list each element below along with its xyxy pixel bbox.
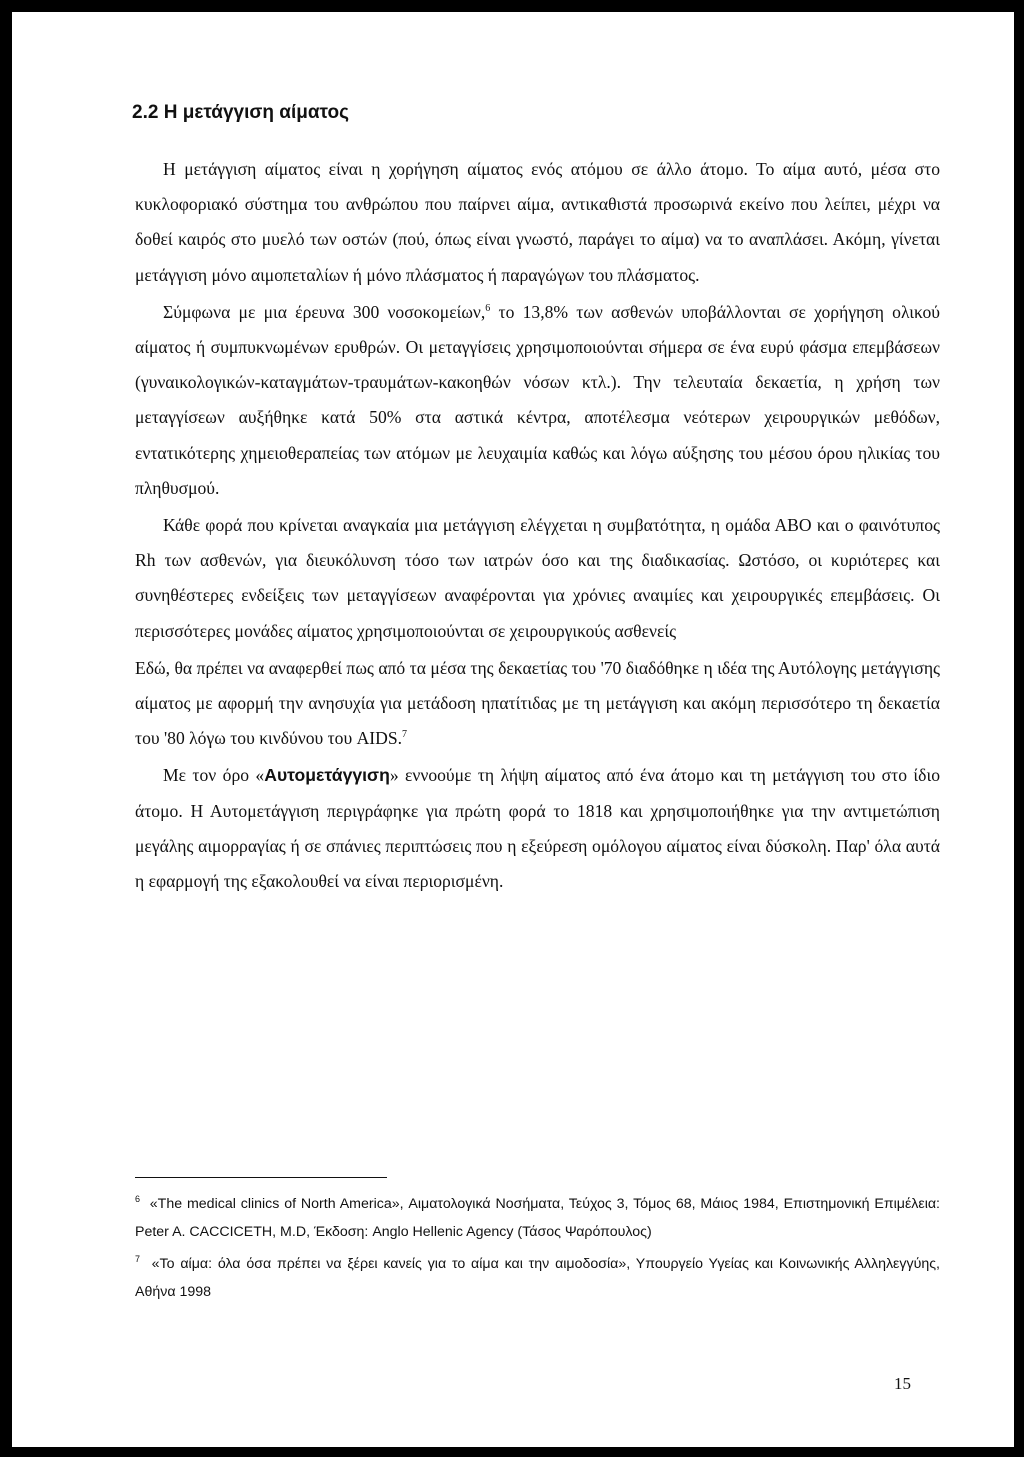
page-number: 15 bbox=[894, 1374, 911, 1393]
paragraph-autologous-text: Εδώ, θα πρέπει να αναφερθεί πως από τα μέσα της δεκαετίας του '70 διαδόθηκε η ιδέα της Αυτόλογης μετάγγισης αίματος με αφορμή την ανησυχία για μετάδοση ηπατίτιδας με τη μετάγγιση και ακόμη περισσότερο τη δεκαετία του '80 λόγω του κινδύνου του AIDS. bbox=[135, 657, 940, 749]
footnote-marker-7: 7 bbox=[135, 1254, 141, 1264]
paragraph-autologous bbox=[135, 651, 940, 757]
section-title: 2.2 Η μετάγγιση αίματος bbox=[132, 102, 349, 123]
paragraph-autotransfusion bbox=[135, 758, 940, 899]
footnote-7-text: «Το αίμα: όλα όσα πρέπει να ξέρει κανείς για το αίμα και την αιμοδοσία», Υπουργείο Υγείας και Κοινωνικής Αλληλεγγύης, Αθήνα 1998 bbox=[135, 1256, 941, 1300]
paragraph-research bbox=[135, 295, 940, 506]
paragraph-research-text-a: Σύμφωνα με μια έρευνα 300 νοσοκομείων, bbox=[163, 301, 486, 322]
paragraph-definition: Η μετάγγιση αίματος είναι η χορήγηση αίματος ενός ατόμου σε άλλο άτομο. Το αίμα αυτό, μέσα στο κυκλοφοριακό σύστημα του ανθρώπου που παίρνει αίμα, αντικαθιστά προσωρινά εκείνο που λείπει, μέχρι να δοθεί καιρός στο μυελό των οστών (πού, όπως είναι γνωστό, παράγει το αίμα) να το αναπλάσει. Ακόμη, γίνεται μετάγγιση μόνο αιμοπεταλίων ή μόνο πλάσματος ή παραγώγων του πλάσματος. bbox=[135, 159, 940, 285]
paragraph-autotransfusion-text-a: Με τον όρο « bbox=[163, 765, 265, 786]
footnotes bbox=[135, 1177, 940, 1310]
footnote-6-text: «The medical clinics of North America», Αιματολογικά Νοσήματα, Τεύχος 3, Τόμος 68, Μάιος 1984, Επιστημονική Επιμέλεια: Peter A. CACCICETH, M.D, Έκδοση: Anglo Hellenic Agency (Τάσος Ψαρόπουλος) bbox=[135, 1196, 941, 1240]
footnote-divider bbox=[135, 1177, 387, 1178]
document-page bbox=[12, 12, 1014, 1447]
paragraph-autotransfusion-text-b: » εννοούμε τη λήψη αίματος από ένα άτομο και τη μετάγγιση του στο ίδιο άτομο. Η Αυτομετάγγιση περιγράφηκε για πρώτη φορά το 1818 και χρησιμοποιήθηκε για την αντιμετώπιση μεγάλης αιμορραγίας ή σε σπάνιες περιπτώσεις που η εξεύρεση ομόλογου αίματος είναι δύσκολη. Παρ' όλα αυτά η εφαρμογή της εξακολουθεί να είναι περιορισμένη. bbox=[135, 765, 940, 892]
footnote-6 bbox=[135, 1190, 940, 1246]
paragraph-compatibility: Κάθε φορά που κρίνεται αναγκαία μια μετάγγιση ελέγχεται η συμβατότητα, η ομάδα ΑΒΟ και ο φαινότυπος Rh των ασθενών, για διευκόλυνση τόσο των ιατρών όσο και της διαδικασίας. Ωστόσο, οι κυριότερες και συνηθέστερες ενδείξεις των μεταγγίσεων αναφέρονται για χρόνιες αναιμίες και χειρουργικές επεμβάσεις. Οι περισσότερες μονάδες αίματος χρησιμοποιούνται σε χειρουργικούς ασθενείς bbox=[135, 515, 940, 641]
footnote-7 bbox=[135, 1250, 940, 1306]
main-content bbox=[132, 100, 940, 901]
footnote-marker-6: 6 bbox=[135, 1194, 141, 1204]
footnote-ref-6[interactable]: 6 bbox=[485, 302, 491, 314]
term-autotransfusion: Αυτομετάγγιση bbox=[264, 765, 390, 786]
footnote-ref-7[interactable]: 7 bbox=[402, 729, 408, 741]
paragraph-research-text-b: το 13,8% των ασθενών υποβάλλονται σε χορήγηση ολικού αίματος ή συμπυκνωμένων ερυθρών. Οι μεταγγίσεις χρησιμοποιούνται σήμερα σε ένα ευρύ φάσμα επεμβάσεων (γυναικολογικών-καταγμάτων-τραυμάτων-κακοηθών νόσων κτλ.). Την τελευταία δεκαετία, η χρήση των μεταγγίσεων αυξήθηκε κατά 50% στα αστικά κέντρα, αποτέλεσμα νεότερων χειρουργικών μεθόδων, εντατικότερης χημειοθεραπείας των ατόμων με λευχαιμία καθώς και λόγω αύξησης του μέσου όρου ηλικίας του πληθυσμού. bbox=[135, 301, 940, 498]
